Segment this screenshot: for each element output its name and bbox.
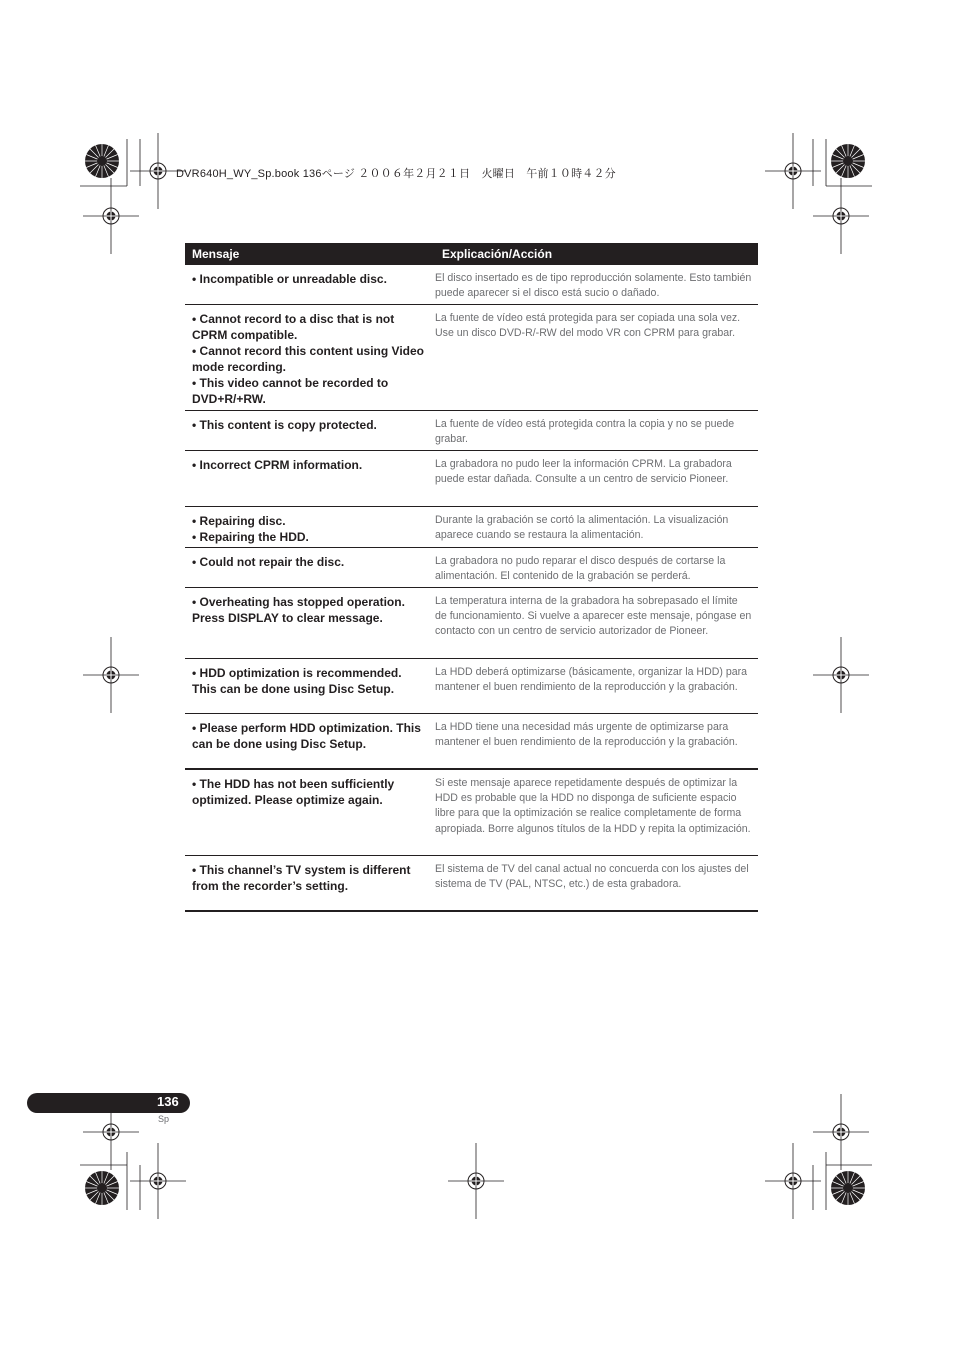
message-text: • This content is copy protected. [192, 418, 377, 432]
message-text: • This channel’s TV system is different from the recorder’s setting. [192, 863, 411, 893]
message-text: • Incorrect CPRM information. [192, 458, 363, 472]
message-cell [185, 594, 435, 658]
message-cell [185, 513, 435, 547]
message-cell [185, 665, 435, 713]
book-header-info: DVR640H_WY_Sp.book 136ページ ２００６年２月２１日 火曜日 午前１０時４２分 [176, 168, 616, 180]
explanation-cell: La grabadora no pudo leer la información CPRM. La grabadora puede estar dañada. Consulte a un centro de servicio Pioneer. [435, 458, 732, 486]
message-cell [185, 776, 435, 855]
table-row [185, 411, 758, 451]
message-cell [185, 554, 435, 587]
message-text: • The HDD has not been sufficiently optimized. Please optimize again. [192, 777, 395, 807]
page-language: Sp [158, 1114, 170, 1124]
message-cell [185, 862, 435, 910]
explanation-cell: La fuente de vídeo está protegida para ser copiada una sola vez. Use un disco DVD-R/-RW del modo VR con CPRM para grabar. [435, 312, 741, 340]
message-cell [185, 417, 435, 450]
message-cell [185, 457, 435, 506]
message-text: • HDD optimization is recommended. This can be done using Disc Setup. [192, 666, 402, 696]
message-text: • Could not repair the disc. [192, 555, 345, 569]
explanation-cell: La HDD tiene una necesidad más urgente de optimizarse para mantener el buen rendimiento de la reproducción y la grabación. [435, 721, 738, 749]
table-row [185, 265, 758, 305]
explanation-cell: La temperatura interna de la grabadora ha sobrepasado el límite de funcionamiento. Si vuelve a aparecer este mensaje, póngase en contacto con un centro de servicio autorizador de Pioneer. [435, 595, 752, 638]
message-cell [185, 720, 435, 768]
message-text: • Overheating has stopped operation. Press DISPLAY to clear message. [192, 595, 405, 625]
message-text: • Please perform HDD optimization. This can be done using Disc Setup. [192, 721, 421, 751]
table-row [185, 451, 758, 507]
header-mensaje: Mensaje [192, 247, 240, 261]
explanation-cell: La grabadora no pudo reparar el disco después de cortarse la alimentación. El contenido de la grabación se perderá. [435, 555, 726, 583]
table-row [185, 714, 758, 770]
message-text: • This video cannot be recorded to DVD+R/+RW. [192, 376, 389, 406]
message-text: • Repairing the HDD. [192, 530, 309, 544]
explanation-cell: El sistema de TV del canal actual no concuerda con los ajustes del sistema de TV (PAL, NTSC, etc.) de esta grabadora. [435, 863, 749, 891]
table-row [185, 659, 758, 714]
message-table [185, 243, 758, 912]
table-row [185, 305, 758, 411]
explanation-cell: La fuente de vídeo está protegida contra la copia y no se puede grabar. [435, 418, 735, 446]
explanation-cell: Si este mensaje aparece repetidamente después de optimizar la HDD es probable que la HDD no disponga de suficiente espacio libre para que la optimización se realice completamente de forma apropiada. Borre algunos títulos de la HDD y repita la optimización. [435, 777, 751, 835]
explanation-cell: La HDD deberá optimizarse (básicamente, organizar la HDD) para mantener el buen rendimiento de la reproducción y la grabación. [435, 666, 748, 694]
message-text: • Cannot record to a disc that is not CPRM compatible. [192, 312, 395, 342]
page-number: 136 [157, 1094, 179, 1109]
message-text: • Incompatible or unreadable disc. [192, 272, 387, 286]
table-row [185, 588, 758, 659]
explanation-cell: El disco insertado es de tipo reproducción solamente. Esto también puede aparecer si el disco está sucio o dañado. [435, 272, 752, 300]
message-cell [185, 271, 435, 304]
table-row [185, 856, 758, 912]
table-row [185, 507, 758, 548]
message-text: • Repairing disc. [192, 514, 286, 528]
table-row [185, 548, 758, 588]
table-row [185, 770, 758, 856]
message-cell [185, 311, 435, 410]
header-explicacion: Explicación/Acción [442, 247, 553, 261]
table-header [185, 243, 758, 265]
explanation-cell: Durante la grabación se cortó la alimentación. La visualización aparece cuando se restaura la alimentación. [435, 514, 729, 542]
message-text: • Cannot record this content using Video mode recording. [192, 344, 424, 374]
